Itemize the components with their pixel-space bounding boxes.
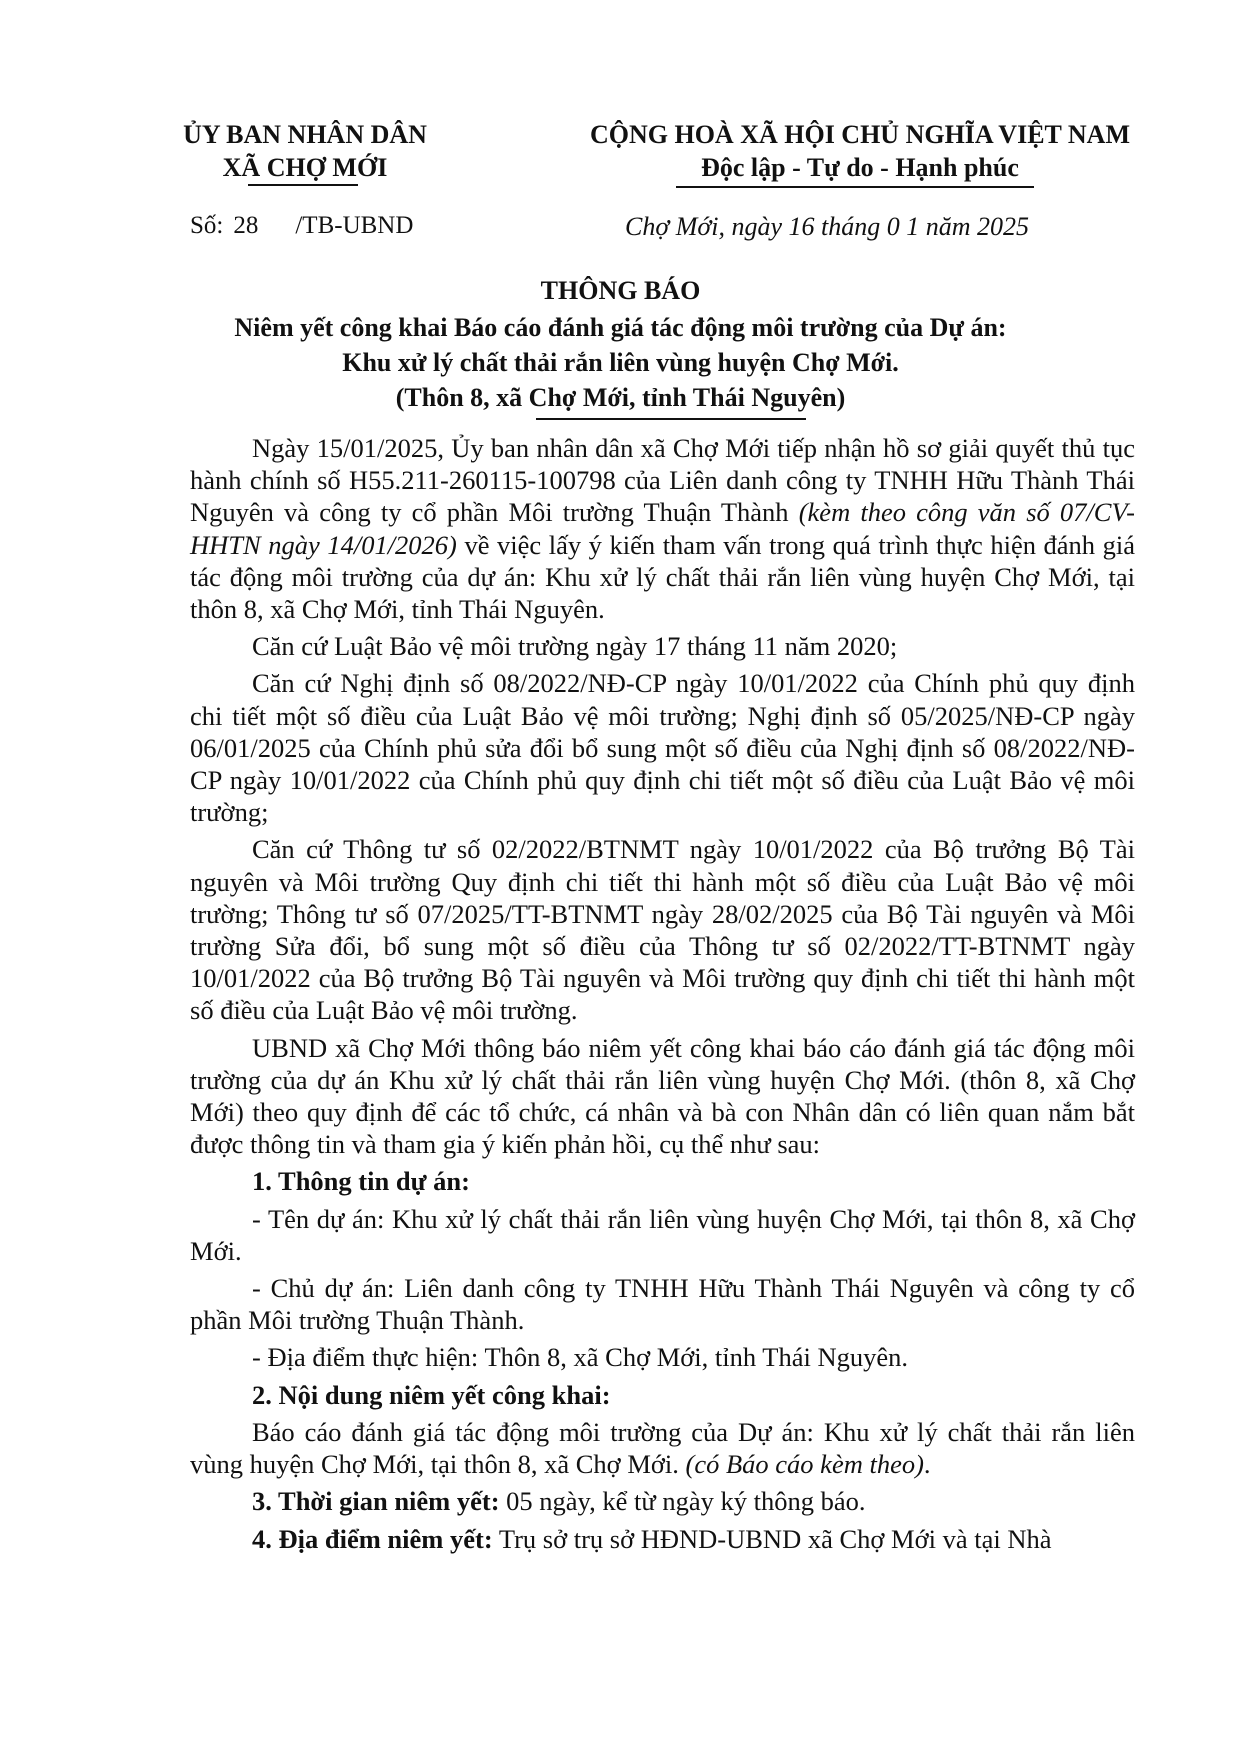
document-subtitle-2: Khu xử lý chất thải rắn liên vùng huyện Chợ Mới. [342,348,899,377]
section-3-posting-period: 3. Thời gian niêm yết: 05 ngày, kể từ ngày ký thông báo. [252,1486,866,1517]
national-heading [560,118,1160,184]
nation-line-2: Độc lập - Tự do - Hạnh phúc [701,153,1019,182]
section-1-project-owner: - Chủ dự án: Liên danh công ty TNHH Hữu Thành Thái Nguyên và công ty cổ phần Môi trường Thuận Thành. [190,1273,1135,1336]
issuing-authority [140,118,470,184]
paragraph-announcement: UBND xã Chợ Mới thông báo niêm yết công khai báo cáo đánh giá tác động môi trường của dự án Khu xử lý chất thải rắn liên vùng huyện Chợ Mới. (thôn 8, xã Chợ Mới) theo quy định để các tổ chức, cá nhân và bà con Nhân dân có liên quan nắm bắt được thông tin và tham gia ý kiến phản hồi, cụ thể như sau: [190,1032,1135,1160]
paragraph-legal-basis-2: Căn cứ Nghị định số 08/2022/NĐ-CP ngày 10/01/2022 của Chính phủ quy định chi tiết một số điều của Luật Bảo vệ môi trường; Nghị định số 05/2025/NĐ-CP ngày 06/01/2025 của Chính phủ sửa đổi bổ sung một số điều của Nghị định số 08/2022/NĐ-CP ngày 10/01/2022 của Chính phủ quy định chi tiết một số điều của Luật Bảo vệ môi trường; [190,668,1135,828]
issue-date: Chợ Mới, ngày 16 tháng 0 1 năm 2025 [625,212,1030,241]
authority-underline [248,184,358,186]
paragraph-legal-basis-1: Căn cứ Luật Bảo vệ môi trường ngày 17 tháng 11 năm 2020; [252,631,898,662]
paragraph-receipt: Ngày 15/01/2025, Ủy ban nhân dân xã Chợ Mới tiếp nhận hồ sơ giải quyết thủ tục hành chính số H55.211-260115-100798 của Liên danh công ty TNHH Hữu Thành Thái Nguyên và công ty cổ phần Môi trường Thuận Thành (kèm theo công văn số 07/CV-HHTN ngày 14/01/2026) về việc lấy ý kiến tham vấn trong quá trình thực hiện đánh giá tác động môi trường của dự án: Khu xử lý chất thải rắn liên vùng huyện Chợ Mới, tại thôn 8, xã Chợ Mới, tỉnh Thái Nguyên. [190,433,1135,625]
motto-underline [676,186,1034,188]
title-underline [536,418,806,420]
authority-line-2: XÃ CHỢ MỚI [222,153,388,182]
document-title: THÔNG BÁO [540,276,701,305]
document-number: Số: 28 /TB-UBND [190,212,414,239]
section-2-content: Báo cáo đánh giá tác động môi trường của Dự án: Khu xử lý chất thải rắn liên vùng huyện Chợ Mới, tại thôn 8, xã Chợ Mới. (có Báo cáo kèm theo). [190,1416,1135,1480]
document-subtitle-1: Niêm yết công khai Báo cáo đánh giá tác động môi trường của Dự án: [234,313,1007,342]
document-subtitle-3: (Thôn 8, xã Chợ Mới, tỉnh Thái Nguyên) [395,383,846,412]
section-4-posting-location: 4. Địa điểm niêm yết: Trụ sở trụ sở HĐND-UBND xã Chợ Mới và tại Nhà [252,1523,1052,1554]
section-1-project-location: - Địa điểm thực hiện: Thôn 8, xã Chợ Mới, tỉnh Thái Nguyên. [252,1342,908,1373]
section-1-heading: 1. Thông tin dự án: [252,1166,470,1197]
section-1-project-name: - Tên dự án: Khu xử lý chất thải rắn liên vùng huyện Chợ Mới, tại thôn 8, xã Chợ Mới. [190,1203,1135,1266]
authority-line-1: ỦY BAN NHÂN DÂN [183,120,427,149]
document-body [190,432,1135,1560]
section-2-heading: 2. Nội dung niêm yết công khai: [252,1379,611,1410]
paragraph-legal-basis-3: Căn cứ Thông tư số 02/2022/BTNMT ngày 10/01/2022 của Bộ trưởng Bộ Tài nguyên và Môi trường Quy định chi tiết thi hành một số điều của Luật Bảo vệ môi trường; Thông tư số 07/2025/TT-BTNMT ngày 28/02/2025 của Bộ Tài nguyên và Môi trường Sửa đổi, bổ sung một số điều của Thông tư số 02/2022/TT-BTNMT ngày 10/01/2022 của Bộ trưởng Bộ Tài nguyên và Môi trường quy định chi tiết thi hành một số điều của Luật Bảo vệ môi trường. [190,834,1135,1026]
nation-line-1: CỘNG HOÀ XÃ HỘI CHỦ NGHĨA VIỆT NAM [589,120,1131,149]
